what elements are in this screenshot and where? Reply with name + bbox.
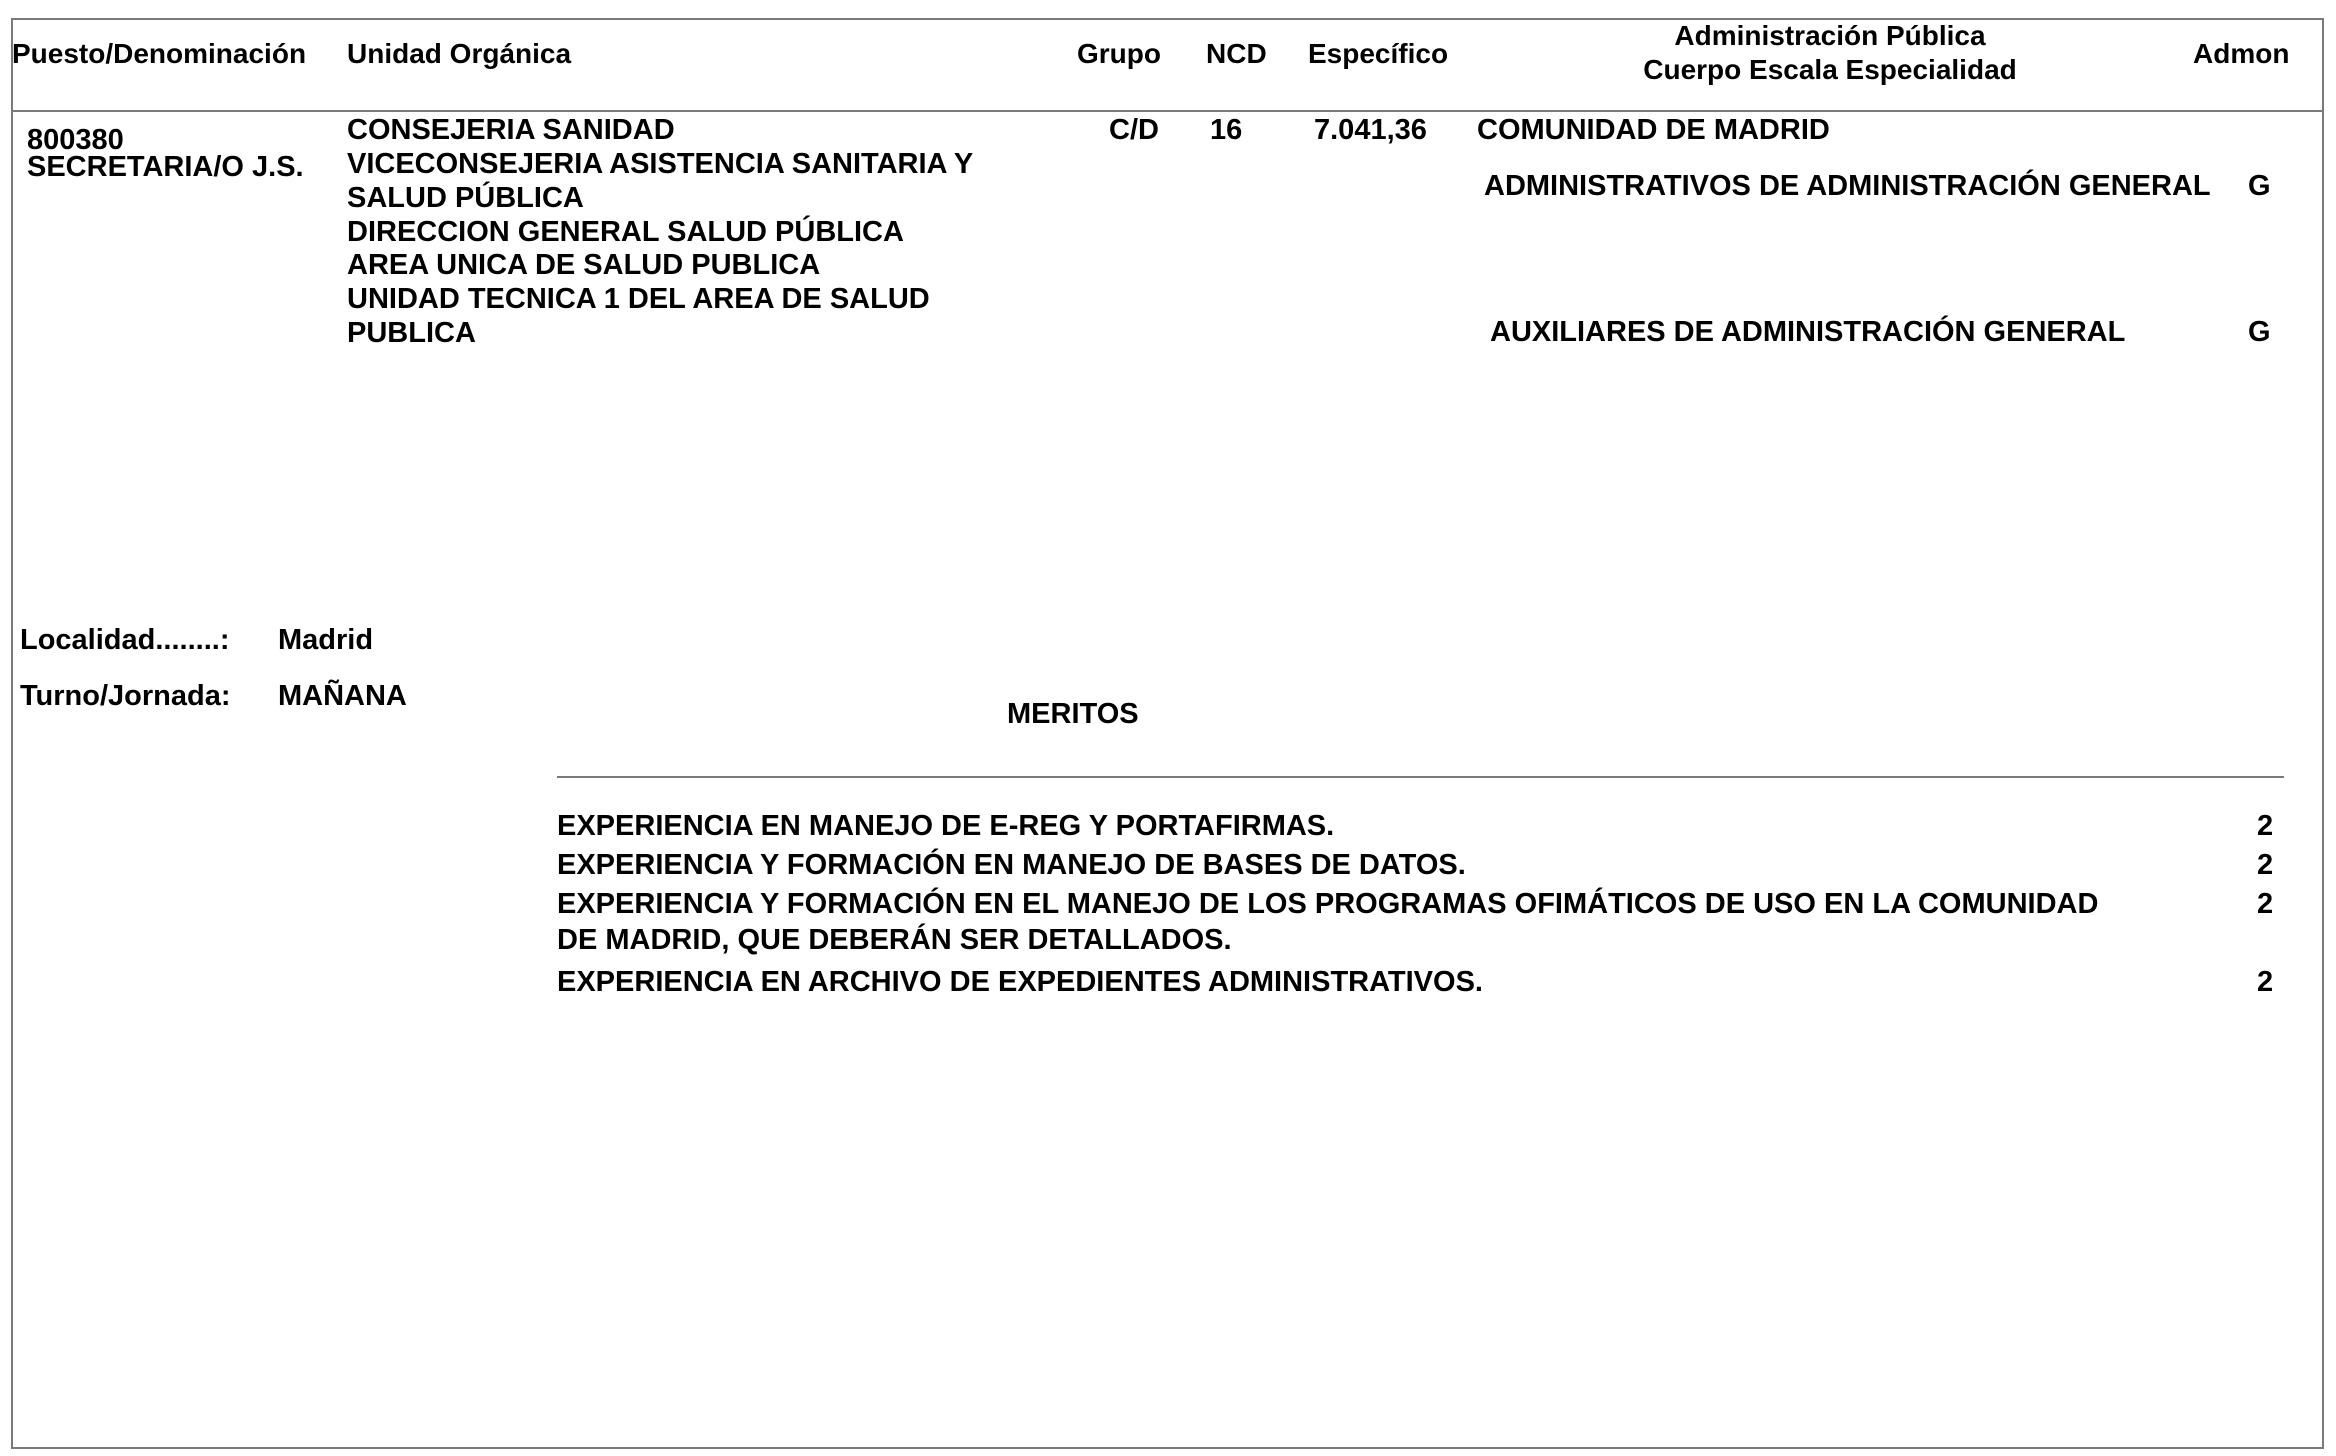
merito-puntos: 2 [2257,810,2274,842]
turno-value: MAÑANA [278,680,407,712]
unidad-line: UNIDAD TECNICA 1 DEL AREA DE SALUD [347,283,930,315]
localidad-value: Madrid [278,624,374,656]
header-puesto: Puesto/Denominación [12,38,307,69]
merito-puntos: 2 [2257,888,2274,920]
header-grupo: Grupo [1077,38,1161,69]
header-ncd: NCD [1206,38,1267,69]
unidad-line: CONSEJERIA SANIDAD [347,114,675,146]
cuerpo-admon: G [2248,316,2271,348]
unidad-line: DIRECCION GENERAL SALUD PÚBLICA [347,216,904,248]
especifico-value: 7.041,36 [1314,114,1427,146]
puesto-denominacion: SECRETARIA/O J.S. [27,151,304,183]
merito-line: EXPERIENCIA Y FORMACIÓN EN MANEJO DE BASES DE DATOS. [557,849,1466,881]
ncd-value: 16 [1210,114,1243,146]
meritos-title: MERITOS [1007,698,1139,730]
puesto-codigo: 800380 [27,124,124,156]
cuerpo-nombre: ADMINISTRATIVOS DE ADMINISTRACIÓN GENERAL [1484,170,2211,202]
merito-line: DE MADRID, QUE DEBERÁN SER DETALLADOS. [557,924,1232,956]
cuerpo-nombre: AUXILIARES DE ADMINISTRACIÓN GENERAL [1490,316,2126,348]
merito-puntos: 2 [2257,849,2274,881]
localidad-label: Localidad........: [20,624,230,656]
unidad-line: AREA UNICA DE SALUD PUBLICA [347,249,821,281]
unidad-line: VICECONSEJERIA ASISTENCIA SANITARIA Y [347,148,974,180]
header-especifico: Específico [1308,38,1449,69]
cuerpo-admon: G [2248,170,2271,202]
merito-line: EXPERIENCIA EN ARCHIVO DE EXPEDIENTES ADMINISTRATIVOS. [557,966,1483,998]
header-cuerpo-escala: Cuerpo Escala Especialidad [1643,54,2017,85]
header-admon: Admon [2193,38,2290,69]
merito-line: EXPERIENCIA EN MANEJO DE E-REG Y PORTAFIRMAS. [557,810,1335,842]
unidad-line: SALUD PÚBLICA [347,182,584,214]
header-divider [11,110,2324,112]
turno-label: Turno/Jornada: [20,680,231,712]
grupo-value: C/D [1109,114,1159,146]
merito-line: EXPERIENCIA Y FORMACIÓN EN EL MANEJO DE LOS PROGRAMAS OFIMÁTICOS DE USO EN LA COMUNIDAD [557,888,2099,920]
merito-puntos: 2 [2257,966,2274,998]
meritos-divider [557,776,2284,778]
administracion-value: COMUNIDAD DE MADRID [1477,114,1830,146]
unidad-line: PUBLICA [347,317,476,349]
header-unidad: Unidad Orgánica [347,38,572,69]
header-admin-publica: Administración Pública [1674,20,1986,51]
